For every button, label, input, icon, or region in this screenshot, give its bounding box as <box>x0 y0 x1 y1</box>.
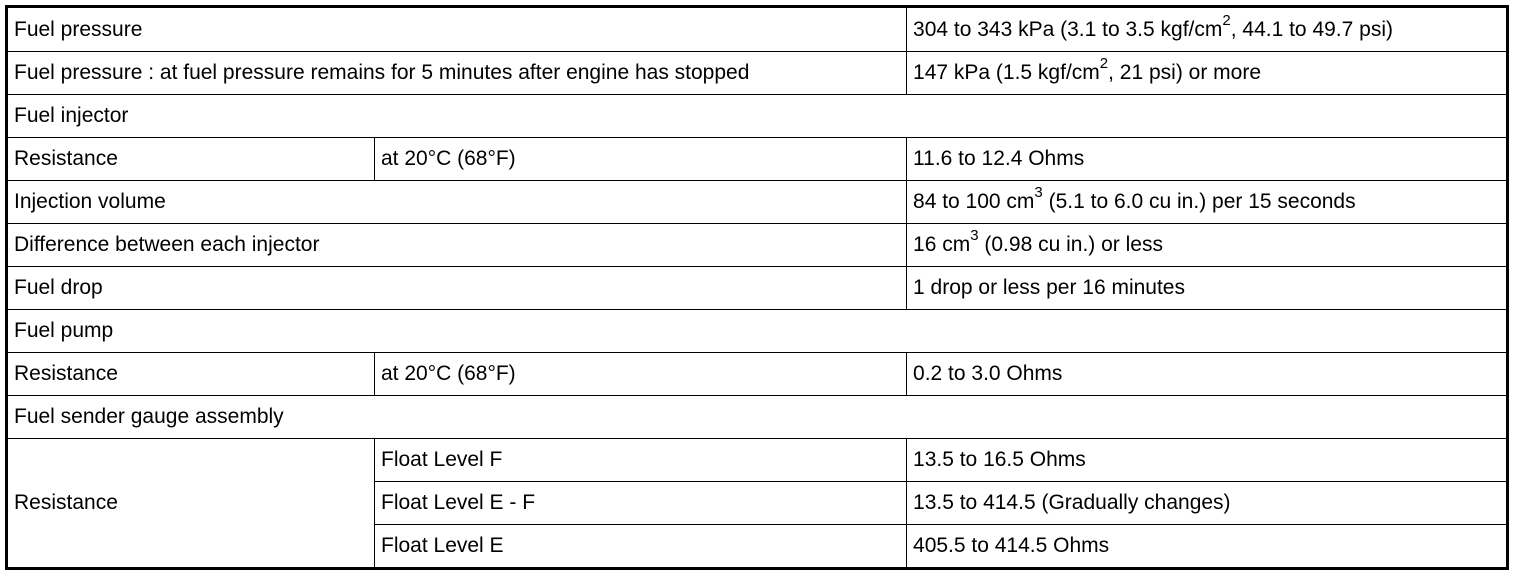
fuel-injector-section-heading: Fuel injector <box>7 95 1508 138</box>
section-row <box>7 95 1508 138</box>
fuel-drop-label: Fuel drop <box>7 267 907 310</box>
sender-resistance-label: Resistance <box>7 439 375 569</box>
section-row <box>7 310 1508 353</box>
fuel-pressure-hold-value: 147 kPa (1.5 kgf/$cm^2$, 21 psi) or more <box>907 52 1508 95</box>
table-row <box>7 267 1508 310</box>
fuel-sender-section-heading: Fuel sender gauge assembly <box>7 396 1508 439</box>
injector-resistance-label: Resistance <box>7 138 375 181</box>
injector-resistance-value: 11.6 to 12.4 Ohms <box>907 138 1508 181</box>
table-row <box>7 52 1508 95</box>
pump-resistance-value: 0.2 to 3.0 Ohms <box>907 353 1508 396</box>
pump-resistance-label: Resistance <box>7 353 375 396</box>
fuel-pressure-label: Fuel pressure <box>7 7 907 52</box>
specification-table <box>5 5 1509 570</box>
fuel-pump-section-heading: Fuel pump <box>7 310 1508 353</box>
fuel-pressure-hold-label: Fuel pressure : at fuel pressure remains for 5 minutes after engine has stopped <box>7 52 907 95</box>
float-level-f-value: 13.5 to 16.5 Ohms <box>907 439 1508 482</box>
table-row <box>7 439 1508 482</box>
table-row <box>7 181 1508 224</box>
float-level-e-condition: Float Level E <box>375 525 907 569</box>
float-level-e-f-value: 13.5 to 414.5 (Gradually changes) <box>907 482 1508 525</box>
injection-volume-label: Injection volume <box>7 181 907 224</box>
injector-difference-value: 16 $cm^3$ (0.98 cu in.) or less <box>907 224 1508 267</box>
pump-resistance-condition: at 20°C (68°F) <box>375 353 907 396</box>
float-level-e-value: 405.5 to 414.5 Ohms <box>907 525 1508 569</box>
injection-volume-value: 84 to 100 $cm^3$ (5.1 to 6.0 cu in.) per 15 seconds <box>907 181 1508 224</box>
fuel-drop-value: 1 drop or less per 16 minutes <box>907 267 1508 310</box>
table-row <box>7 353 1508 396</box>
table-row <box>7 138 1508 181</box>
section-row <box>7 396 1508 439</box>
float-level-e-f-condition: Float Level E - F <box>375 482 907 525</box>
table-row <box>7 224 1508 267</box>
table-row <box>7 7 1508 52</box>
injector-difference-label: Difference between each injector <box>7 224 907 267</box>
float-level-f-condition: Float Level F <box>375 439 907 482</box>
injector-resistance-condition: at 20°C (68°F) <box>375 138 907 181</box>
fuel-pressure-value: 304 to 343 kPa (3.1 to 3.5 kgf/$cm^2$, 44.1 to 49.7 psi) <box>907 7 1508 52</box>
